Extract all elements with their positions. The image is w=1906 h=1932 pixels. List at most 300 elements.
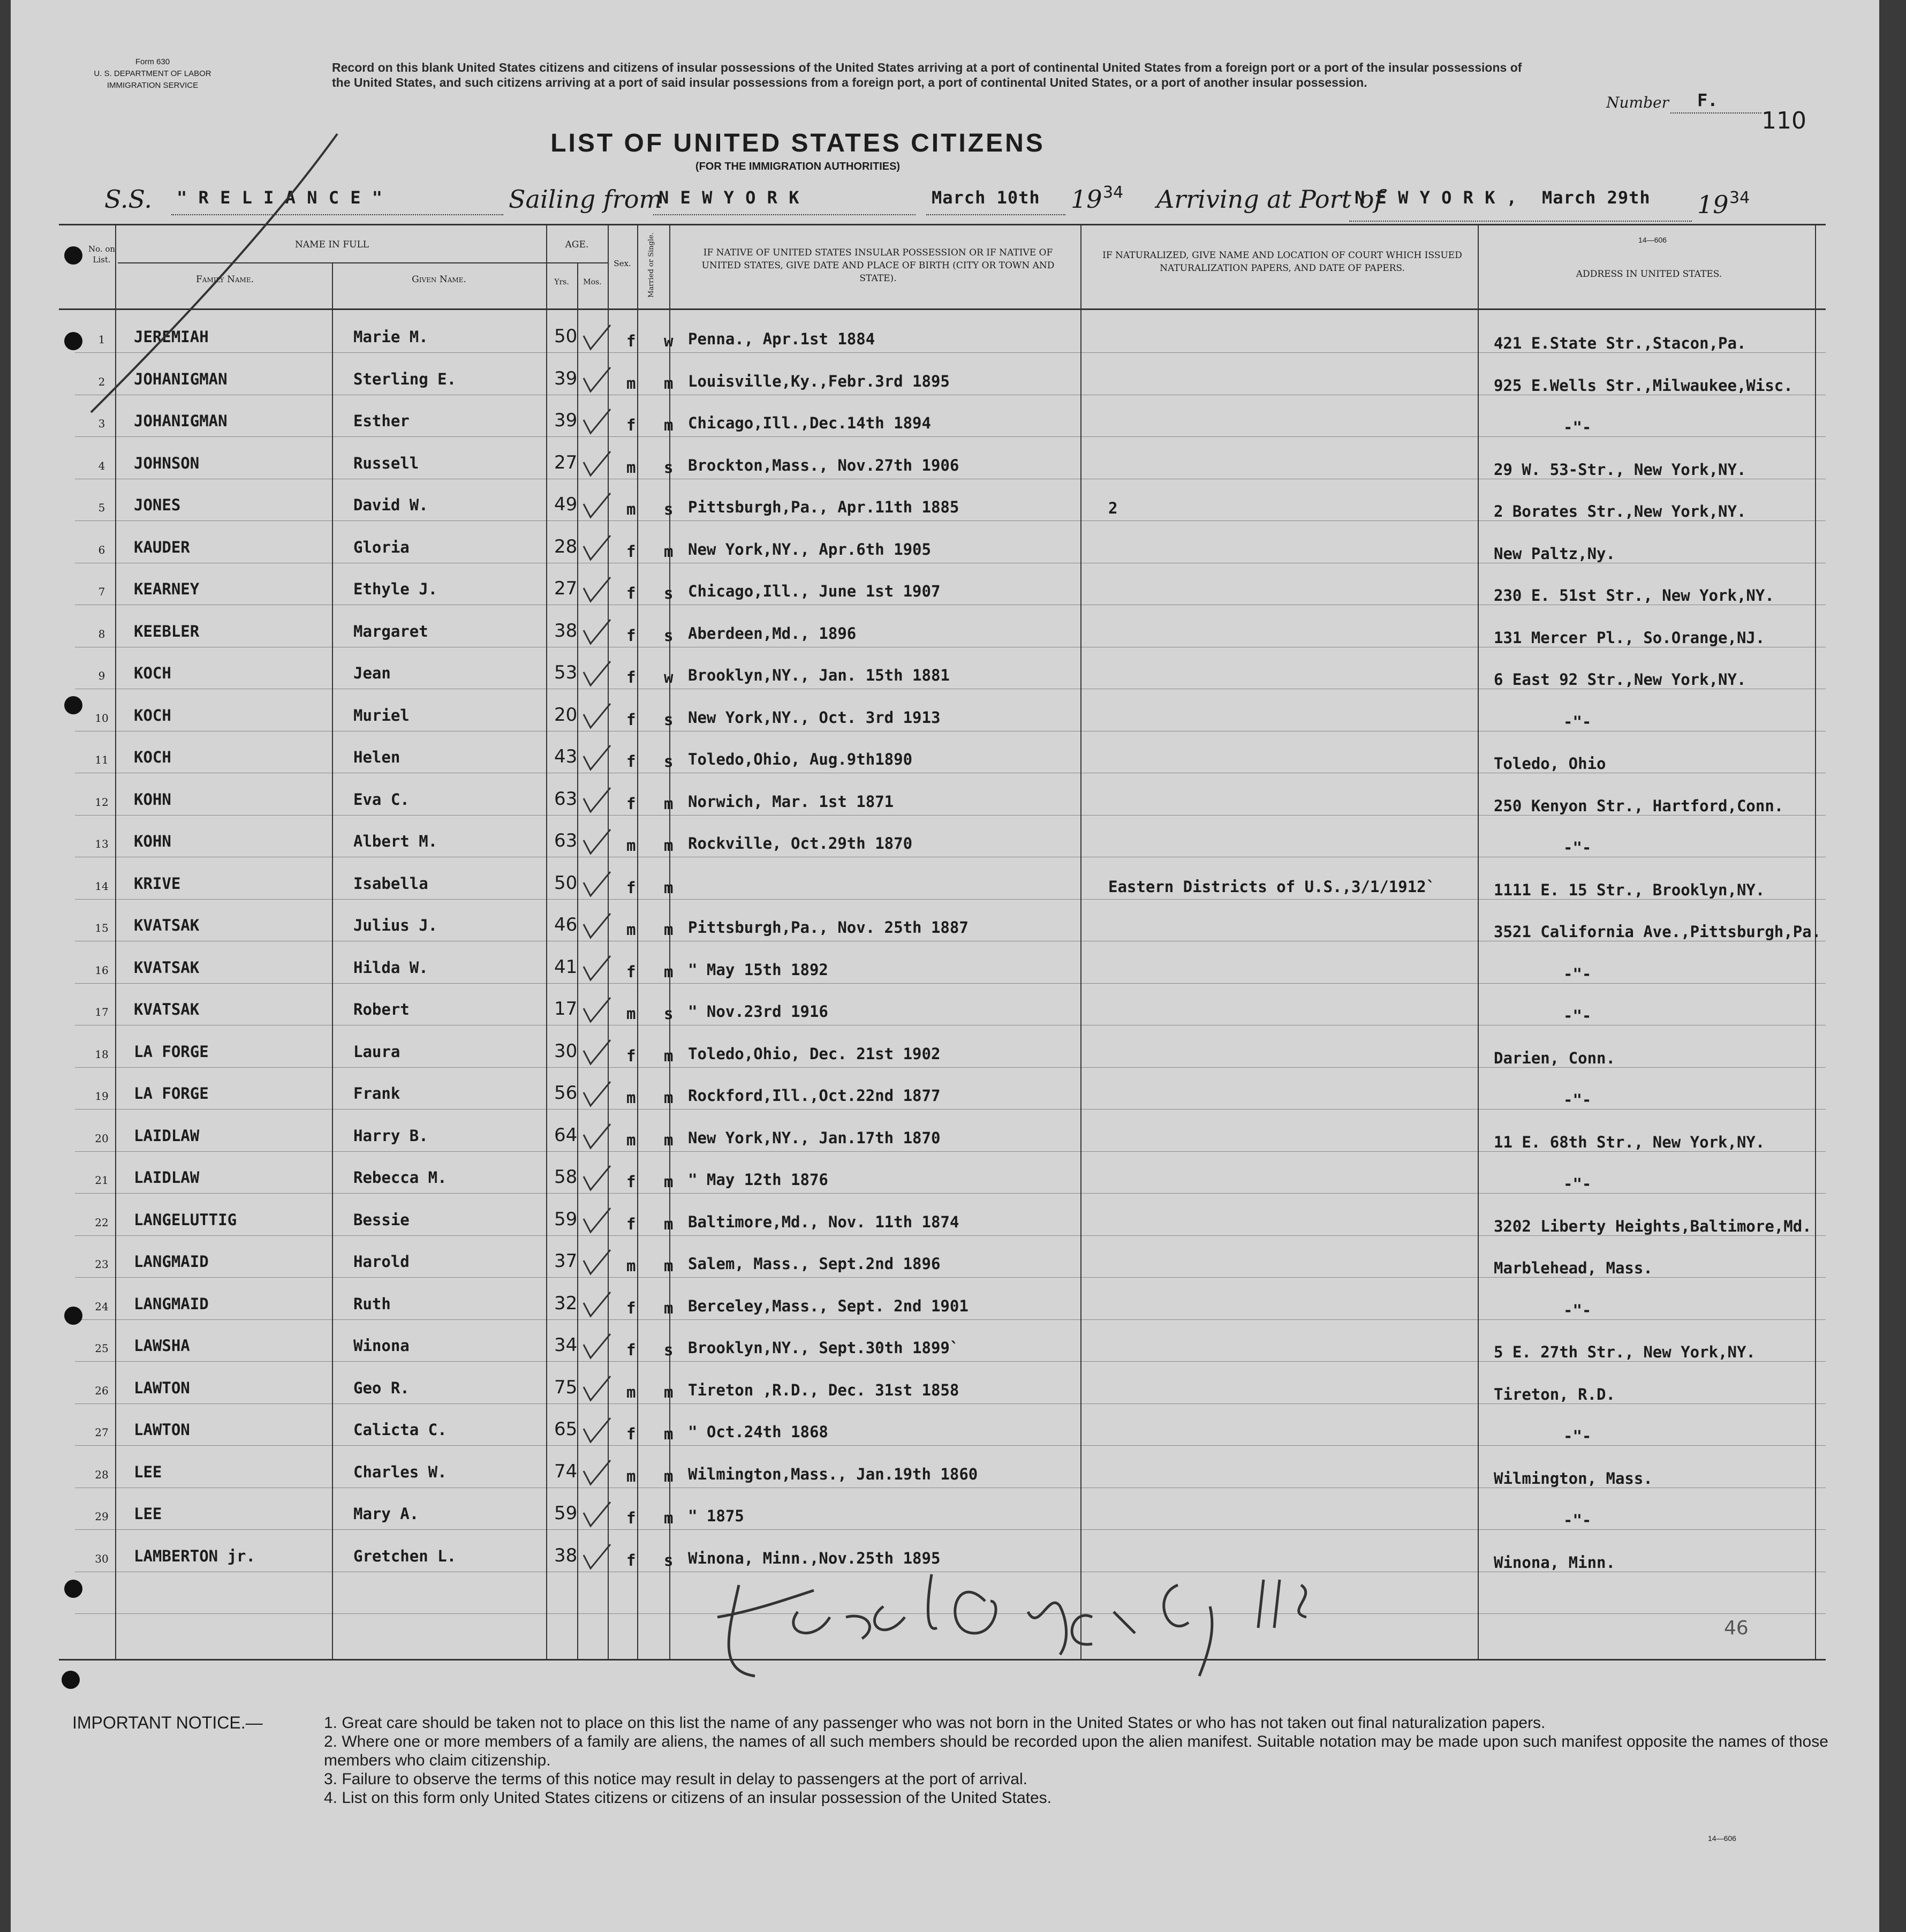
check-mark bbox=[581, 869, 613, 901]
family-name: LAWTON bbox=[134, 1421, 190, 1439]
row-line bbox=[75, 1109, 1826, 1110]
us-address: -"- bbox=[1563, 418, 1592, 436]
sex: f bbox=[626, 542, 636, 561]
us-address: Wilmington, Mass. bbox=[1494, 1469, 1653, 1488]
age-years: 63 bbox=[554, 788, 578, 810]
age-years: 41 bbox=[554, 956, 578, 978]
naturalization: 2 bbox=[1108, 499, 1118, 517]
row-line bbox=[75, 1403, 1826, 1404]
page-subtitle: (FOR THE IMMIGRATION AUTHORITIES) bbox=[695, 161, 901, 172]
check-mark bbox=[581, 406, 613, 439]
given-name: Ethyle J. bbox=[353, 580, 438, 598]
marital-status: m bbox=[664, 1089, 674, 1107]
age-years: 20 bbox=[554, 704, 578, 726]
us-address: -"- bbox=[1563, 1007, 1592, 1025]
form-id-line: Form 630 bbox=[135, 57, 170, 66]
form-instructions: Record on this blank United States citizens and citizens of insular possessions of the United States arriving at a port of continental United States from a foreign port or a port of the insular possessions of the United States, and such citizens arriving at a port of said insular possessions from a foreign port, a port of continental United States, or a port of another insular possession. bbox=[332, 61, 1522, 89]
arriving-year-prefix: 19 bbox=[1697, 190, 1729, 219]
sex: f bbox=[626, 752, 636, 771]
number-value: F. bbox=[1697, 90, 1718, 110]
row-line bbox=[75, 1529, 1826, 1530]
age-years: 28 bbox=[554, 536, 578, 557]
family-name: LEE bbox=[134, 1505, 162, 1523]
given-name: Winona bbox=[353, 1337, 410, 1355]
sex: m bbox=[626, 1467, 636, 1485]
given-name: Eva C. bbox=[353, 790, 410, 809]
us-address: Tireton, R.D. bbox=[1494, 1385, 1615, 1403]
sailing-year-prefix: 19 bbox=[1071, 185, 1102, 214]
row-number: 25 bbox=[95, 1342, 109, 1355]
us-address: 421 E.State Str.,Stacon,Pa. bbox=[1494, 334, 1746, 352]
age-years: 50 bbox=[554, 872, 578, 894]
marital-status: m bbox=[664, 1299, 674, 1317]
birth-place-date: Norwich, Mar. 1st 1871 bbox=[688, 793, 894, 811]
check-mark bbox=[581, 1163, 613, 1195]
sex: f bbox=[626, 332, 636, 350]
row-number: 21 bbox=[95, 1174, 109, 1187]
form-id-line: U. S. DEPARTMENT OF LABOR bbox=[94, 69, 211, 78]
sex: m bbox=[626, 1005, 636, 1023]
birth-place-date: Toledo,Ohio, Aug.9th1890 bbox=[688, 750, 913, 768]
family-name: LEE bbox=[134, 1463, 162, 1481]
sex: f bbox=[626, 584, 636, 602]
row-number: 27 bbox=[95, 1426, 109, 1439]
row-number: 2 bbox=[98, 375, 105, 388]
notice-heading: IMPORTANT NOTICE.— bbox=[72, 1713, 263, 1732]
marital-status: m bbox=[664, 1509, 674, 1527]
birth-place-date: Baltimore,Md., Nov. 11th 1874 bbox=[688, 1213, 959, 1231]
age-years: 39 bbox=[554, 368, 578, 389]
given-name: Russell bbox=[353, 454, 419, 472]
us-address: -"- bbox=[1563, 1175, 1592, 1193]
column-line bbox=[669, 224, 670, 1659]
row-number: 9 bbox=[98, 669, 105, 682]
row-number: 3 bbox=[98, 417, 105, 430]
row-number: 14 bbox=[95, 880, 109, 893]
arriving-port: N E W Y O R K , bbox=[1355, 187, 1517, 208]
family-name: LA FORGE bbox=[134, 1043, 209, 1061]
check-mark bbox=[581, 575, 613, 607]
sailing-date-underline bbox=[926, 213, 1065, 215]
manifest-page bbox=[11, 0, 1879, 1932]
given-name: Albert M. bbox=[353, 832, 438, 850]
number-label: Number bbox=[1606, 94, 1669, 111]
family-name: JEREMIAH bbox=[134, 328, 209, 346]
birth-place-date: Toledo,Ohio, Dec. 21st 1902 bbox=[688, 1045, 941, 1063]
age-years: 59 bbox=[554, 1503, 578, 1524]
given-name: Gretchen L. bbox=[353, 1547, 457, 1565]
sex: m bbox=[626, 500, 636, 518]
birth-place-date: " 1875 bbox=[688, 1507, 744, 1525]
sex: m bbox=[626, 1131, 636, 1149]
header-naturalized: IF NATURALIZED, GIVE NAME AND LOCATION OF COURT WHICH ISSUED NATURALIZATION PAPERS, AND DATE OF PAPERS. bbox=[1102, 250, 1462, 274]
birth-place-date: Chicago,Ill.,Dec.14th 1894 bbox=[688, 414, 931, 432]
sailing-port: N E W Y O R K bbox=[659, 187, 800, 208]
birth-place-date: Brooklyn,NY., Jan. 15th 1881 bbox=[688, 666, 950, 684]
row-number: 10 bbox=[95, 712, 109, 724]
family-name: LAMBERTON jr. bbox=[134, 1547, 255, 1565]
family-name: LANGELUTTIG bbox=[134, 1211, 237, 1229]
given-name: Harry B. bbox=[353, 1127, 428, 1145]
age-years: 30 bbox=[554, 1040, 578, 1062]
marital-status: m bbox=[664, 836, 674, 855]
age-years: 56 bbox=[554, 1082, 578, 1104]
marital-status: s bbox=[664, 711, 674, 729]
row-number: 23 bbox=[95, 1258, 109, 1271]
given-name: Marie M. bbox=[353, 328, 428, 346]
birth-place-date: Louisville,Ky.,Febr.3rd 1895 bbox=[688, 372, 950, 390]
row-number: 30 bbox=[95, 1552, 109, 1565]
age-years: 59 bbox=[554, 1209, 578, 1230]
check-mark bbox=[581, 785, 613, 817]
row-number: 22 bbox=[95, 1216, 109, 1229]
check-mark bbox=[581, 995, 613, 1027]
family-name: KRIVE bbox=[134, 874, 181, 893]
column-line bbox=[332, 262, 333, 1659]
row-number: 7 bbox=[98, 585, 105, 598]
family-name: JONES bbox=[134, 496, 181, 514]
row-line bbox=[75, 1235, 1826, 1236]
age-years: 74 bbox=[554, 1461, 578, 1482]
column-line bbox=[1815, 224, 1816, 1659]
birth-place-date: Penna., Apr.1st 1884 bbox=[688, 330, 875, 348]
row-number: 12 bbox=[95, 796, 109, 809]
birth-place-date: New York,NY., Apr.6th 1905 bbox=[688, 540, 931, 559]
arriving-label: Arriving at Port of bbox=[1156, 185, 1383, 214]
age-years: 46 bbox=[554, 914, 578, 935]
family-name: LAWSHA bbox=[134, 1337, 190, 1355]
arriving-underline bbox=[1349, 220, 1692, 222]
header-sex: Sex. bbox=[614, 259, 631, 268]
check-mark bbox=[581, 659, 613, 691]
notice-item: 1. Great care should be taken not to place on this list the name of any passenger who was not born in the United States or who has not taken out final naturalization papers. bbox=[324, 1714, 1546, 1732]
us-address: -"- bbox=[1563, 713, 1592, 731]
check-mark bbox=[581, 449, 613, 481]
marital-status: s bbox=[664, 627, 674, 645]
column-line bbox=[115, 224, 116, 1659]
header-birth: IF NATIVE OF UNITED STATES INSULAR POSSESSION OR IF NATIVE OF UNITED STATES, GIVE DATE AND PLACE OF BIRTH (CITY OR TOWN AND STATE). bbox=[701, 247, 1055, 284]
family-name: LANGMAID bbox=[134, 1295, 209, 1313]
marital-status: s bbox=[664, 1005, 674, 1023]
sex: f bbox=[626, 1341, 636, 1359]
marital-status: m bbox=[664, 795, 674, 813]
family-name: KOCH bbox=[134, 706, 171, 724]
birth-place-date: Pittsburgh,Pa., Nov. 25th 1887 bbox=[688, 918, 969, 937]
sex: f bbox=[626, 1047, 636, 1065]
us-address: -"- bbox=[1563, 1511, 1592, 1529]
header-age: AGE. bbox=[565, 239, 589, 250]
row-number: 13 bbox=[95, 837, 109, 850]
age-years: 37 bbox=[554, 1250, 578, 1272]
row-number: 28 bbox=[95, 1468, 109, 1481]
family-name: KVATSAK bbox=[134, 1000, 200, 1018]
check-mark bbox=[581, 1331, 613, 1363]
given-name: Rebecca M. bbox=[353, 1168, 447, 1187]
family-name: KAUDER bbox=[134, 538, 190, 556]
sex: m bbox=[626, 836, 636, 855]
header-mos: Mos. bbox=[583, 278, 602, 286]
check-mark bbox=[581, 1247, 613, 1279]
header-yrs: Yrs. bbox=[554, 278, 569, 286]
given-name: Bessie bbox=[353, 1211, 410, 1229]
punch-hole bbox=[62, 1671, 80, 1689]
marital-status: m bbox=[664, 1215, 674, 1233]
sex: f bbox=[626, 1299, 636, 1317]
row-line bbox=[75, 815, 1826, 816]
us-address: 5 E. 27th Str., New York,NY. bbox=[1494, 1343, 1756, 1361]
age-years: 27 bbox=[554, 578, 578, 599]
given-name: Hilda W. bbox=[353, 959, 428, 977]
us-address: -"- bbox=[1563, 1091, 1592, 1109]
given-name: Margaret bbox=[353, 622, 428, 640]
age-years: 34 bbox=[554, 1334, 578, 1356]
us-address: 250 Kenyon Str., Hartford,Conn. bbox=[1494, 797, 1784, 815]
row-line bbox=[75, 436, 1826, 437]
sex: m bbox=[626, 1257, 636, 1275]
age-years: 75 bbox=[554, 1377, 578, 1398]
age-years: 27 bbox=[554, 452, 578, 473]
check-mark bbox=[581, 701, 613, 733]
given-name: Sterling E. bbox=[353, 370, 457, 388]
check-mark bbox=[581, 1037, 613, 1069]
us-address: Winona, Minn. bbox=[1494, 1553, 1615, 1572]
given-name: Jean bbox=[353, 664, 391, 682]
sex: m bbox=[626, 374, 636, 393]
page-number: 110 bbox=[1761, 107, 1806, 134]
row-number: 1 bbox=[98, 333, 105, 346]
form-code-top: 14—606 bbox=[1638, 236, 1667, 244]
marital-status: m bbox=[664, 879, 674, 897]
family-name: KOCH bbox=[134, 748, 171, 766]
sex: f bbox=[626, 879, 636, 897]
us-address: Darien, Conn. bbox=[1494, 1049, 1615, 1067]
us-address: 6 East 92 Str.,New York,NY. bbox=[1494, 670, 1746, 689]
sex: m bbox=[626, 1383, 636, 1401]
marital-status: s bbox=[664, 1551, 674, 1569]
family-name: LA FORGE bbox=[134, 1084, 209, 1103]
us-address: New Paltz,Ny. bbox=[1494, 545, 1615, 563]
marital-status: m bbox=[664, 374, 674, 393]
sex: f bbox=[626, 1425, 636, 1443]
given-name: Charles W. bbox=[353, 1463, 447, 1481]
punch-hole bbox=[64, 332, 82, 350]
us-address: 230 E. 51st Str., New York,NY. bbox=[1494, 586, 1774, 605]
given-name: David W. bbox=[353, 496, 428, 514]
arriving-date: March 29th bbox=[1542, 187, 1651, 208]
age-years: 49 bbox=[554, 494, 578, 515]
family-name: LANGMAID bbox=[134, 1252, 209, 1271]
row-number: 17 bbox=[95, 1006, 109, 1018]
check-mark bbox=[581, 827, 613, 859]
sex: f bbox=[626, 668, 636, 686]
header-given-name: Given Name. bbox=[412, 274, 466, 285]
age-years: 32 bbox=[554, 1293, 578, 1314]
row-number: 15 bbox=[95, 922, 109, 934]
row-line bbox=[75, 899, 1826, 900]
given-name: Gloria bbox=[353, 538, 410, 556]
us-address: -"- bbox=[1563, 839, 1592, 857]
birth-place-date: Berceley,Mass., Sept. 2nd 1901 bbox=[688, 1297, 969, 1315]
age-years: 64 bbox=[554, 1125, 578, 1146]
age-years: 38 bbox=[554, 1545, 578, 1566]
row-number: 16 bbox=[95, 964, 109, 977]
given-name: Julius J. bbox=[353, 916, 438, 934]
us-address: -"- bbox=[1563, 1301, 1592, 1319]
family-name: JOHANIGMAN bbox=[134, 412, 228, 430]
check-mark bbox=[581, 1289, 613, 1322]
given-name: Isabella bbox=[353, 874, 428, 893]
header-no: No. on List. bbox=[88, 244, 116, 265]
us-address: Toledo, Ohio bbox=[1494, 754, 1606, 773]
row-number: 4 bbox=[98, 459, 105, 472]
family-name: KOHN bbox=[134, 790, 171, 809]
us-address: 2 Borates Str.,New York,NY. bbox=[1494, 502, 1746, 520]
notice-row bbox=[72, 1714, 1839, 1732]
given-name: Helen bbox=[353, 748, 400, 766]
row-line bbox=[75, 1361, 1826, 1362]
given-name: Laura bbox=[353, 1043, 400, 1061]
sex: f bbox=[626, 627, 636, 645]
us-address: 925 E.Wells Str.,Milwaukee,Wisc. bbox=[1494, 376, 1793, 395]
row-number: 26 bbox=[95, 1384, 109, 1397]
us-address: 131 Mercer Pl., So.Orange,NJ. bbox=[1494, 629, 1765, 647]
marital-status: m bbox=[664, 1173, 674, 1191]
notice-item: 2. Where one or more members of a family are aliens, the names of all such members should be recorded upon the alien manifest. Suitable notation may be made upon such manifest opposite the names of those members who claim citizenship. bbox=[324, 1733, 1828, 1769]
check-mark bbox=[581, 1542, 613, 1574]
given-name: Esther bbox=[353, 412, 410, 430]
given-name: Geo R. bbox=[353, 1379, 410, 1397]
marital-status: s bbox=[664, 752, 674, 771]
check-mark bbox=[581, 617, 613, 649]
us-address: 29 W. 53-Str., New York,NY. bbox=[1494, 461, 1746, 479]
form-id-line: IMMIGRATION SERVICE bbox=[107, 81, 199, 90]
sex: m bbox=[626, 1089, 636, 1107]
age-years: 53 bbox=[554, 662, 578, 683]
family-name: JOHNSON bbox=[134, 454, 200, 472]
check-mark bbox=[581, 533, 613, 565]
notice-item: 3. Failure to observe the terms of this notice may result in delay to passengers at the port of arrival. bbox=[324, 1770, 1027, 1788]
family-name: KVATSAK bbox=[134, 959, 200, 977]
age-years: 58 bbox=[554, 1166, 578, 1188]
age-years: 39 bbox=[554, 410, 578, 431]
notice-item: 4. List on this form only United States citizens or citizens of an insular possession of the United States. bbox=[324, 1789, 1052, 1807]
given-name: Frank bbox=[353, 1084, 400, 1103]
given-name: Ruth bbox=[353, 1295, 391, 1313]
form-code-bottom: 14—606 bbox=[1708, 1834, 1736, 1843]
given-name: Calicta C. bbox=[353, 1421, 447, 1439]
number-underline bbox=[1670, 111, 1761, 114]
row-line bbox=[75, 1193, 1826, 1194]
naturalization: Eastern Districts of U.S.,3/1/1912` bbox=[1108, 878, 1436, 896]
marital-status: w bbox=[664, 332, 674, 350]
check-mark bbox=[581, 490, 613, 523]
age-years: 65 bbox=[554, 1418, 578, 1440]
header-married-single: Married or Single. bbox=[647, 232, 655, 298]
row-number: 20 bbox=[95, 1132, 109, 1145]
check-mark bbox=[581, 1205, 613, 1237]
us-address: 3521 California Ave.,Pittsburgh,Pa. bbox=[1494, 923, 1821, 941]
given-name: Robert bbox=[353, 1000, 410, 1018]
age-years: 17 bbox=[554, 998, 578, 1020]
marital-status: s bbox=[664, 584, 674, 602]
marital-status: m bbox=[664, 920, 674, 939]
check-mark bbox=[581, 1373, 613, 1406]
family-name: KOCH bbox=[134, 664, 171, 682]
row-number: 11 bbox=[95, 753, 109, 766]
check-mark bbox=[581, 322, 613, 354]
sex: f bbox=[626, 963, 636, 981]
check-mark bbox=[581, 1415, 613, 1447]
column-line bbox=[1080, 224, 1081, 1659]
row-number: 24 bbox=[95, 1300, 109, 1313]
header-address: ADDRESS IN UNITED STATES. bbox=[1576, 269, 1722, 280]
sailing-port-underline bbox=[653, 213, 916, 215]
marital-status: m bbox=[664, 1467, 674, 1485]
age-years: 38 bbox=[554, 620, 578, 642]
sex: f bbox=[626, 711, 636, 729]
ship-name: " R E L I A N C E " bbox=[177, 187, 383, 208]
page-title: LIST OF UNITED STATES CITIZENS bbox=[550, 129, 1045, 157]
family-name: LAIDLAW bbox=[134, 1168, 200, 1187]
marital-status: m bbox=[664, 1047, 674, 1065]
row-number: 19 bbox=[95, 1090, 109, 1103]
sailing-year: 34 bbox=[1103, 183, 1124, 202]
sex: m bbox=[626, 920, 636, 939]
marital-status: s bbox=[664, 1341, 674, 1359]
family-name: KOHN bbox=[134, 832, 171, 850]
important-notice bbox=[72, 1714, 1839, 1807]
punch-hole bbox=[64, 1580, 82, 1598]
us-address: 11 E. 68th Str., New York,NY. bbox=[1494, 1133, 1765, 1151]
marital-status: m bbox=[664, 963, 674, 981]
form-id bbox=[40, 56, 265, 92]
row-number: 5 bbox=[98, 501, 105, 514]
check-mark bbox=[581, 365, 613, 397]
punch-hole bbox=[64, 246, 82, 265]
punch-hole bbox=[64, 696, 82, 714]
check-mark bbox=[581, 1121, 613, 1153]
marital-status: m bbox=[664, 416, 674, 434]
us-address: Marblehead, Mass. bbox=[1494, 1259, 1653, 1277]
us-address: 1111 E. 15 Str., Brooklyn,NY. bbox=[1494, 881, 1765, 899]
row-number: 8 bbox=[98, 628, 105, 640]
birth-place-date: " May 15th 1892 bbox=[688, 961, 828, 979]
check-mark bbox=[581, 1499, 613, 1531]
column-line bbox=[546, 224, 547, 1659]
row-line bbox=[75, 1151, 1826, 1152]
age-years: 63 bbox=[554, 830, 578, 851]
family-name: KEEBLER bbox=[134, 622, 200, 640]
birth-place-date: " Oct.24th 1868 bbox=[688, 1423, 828, 1441]
us-address: -"- bbox=[1563, 1427, 1592, 1445]
marital-status: m bbox=[664, 1425, 674, 1443]
sex: f bbox=[626, 1551, 636, 1569]
given-name: Harold bbox=[353, 1252, 410, 1271]
row-line bbox=[75, 1319, 1826, 1320]
birth-place-date: Brooklyn,NY., Sept.30th 1899` bbox=[688, 1339, 959, 1357]
family-name: LAWTON bbox=[134, 1379, 190, 1397]
inspector-signature bbox=[707, 1553, 1349, 1692]
birth-place-date: Winona, Minn.,Nov.25th 1895 bbox=[688, 1549, 941, 1567]
birth-place-date: Tireton ,R.D., Dec. 31st 1858 bbox=[688, 1381, 959, 1399]
check-mark bbox=[581, 911, 613, 943]
family-name: KVATSAK bbox=[134, 916, 200, 934]
sailing-date: March 10th bbox=[932, 187, 1040, 208]
birth-place-date: Aberdeen,Md., 1896 bbox=[688, 624, 857, 643]
column-line bbox=[577, 262, 578, 1659]
column-line bbox=[1478, 224, 1479, 1659]
birth-place-date: Wilmington,Mass., Jan.19th 1860 bbox=[688, 1465, 978, 1483]
